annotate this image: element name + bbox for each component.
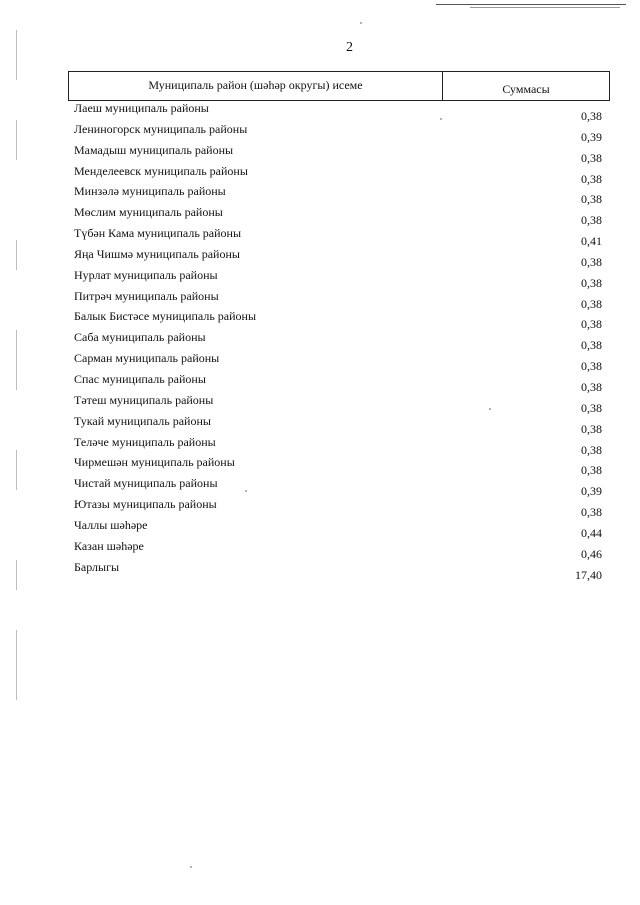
row-sum: 0,38 — [581, 317, 602, 332]
table-row — [74, 475, 602, 499]
row-sum: 0,41 — [581, 234, 602, 249]
row-sum: 0,38 — [581, 421, 602, 436]
table-row — [74, 163, 602, 184]
scan-artifact-margin — [16, 450, 17, 490]
row-sum: 0,38 — [581, 400, 602, 415]
scan-artifact-margin — [16, 630, 17, 700]
row-name: Түбән Кама муниципаль районы — [74, 226, 242, 241]
row-sum: 17,40 — [575, 567, 602, 582]
row-sum: 0,39 — [581, 129, 602, 144]
row-sum: 0,38 — [581, 150, 602, 165]
row-sum: 0,38 — [581, 442, 602, 457]
table-row — [74, 538, 602, 559]
scan-artifact-margin — [16, 560, 17, 590]
row-sum: 0,38 — [581, 505, 602, 520]
row-name: Балык Бистәсе муниципаль районы — [74, 309, 257, 324]
row-name: Саба муниципаль районы — [74, 330, 206, 345]
row-name: Ютазы муниципаль районы — [74, 497, 217, 512]
row-sum: 0,38 — [581, 463, 602, 478]
row-name: Минзәлә муниципаль районы — [74, 184, 226, 199]
row-sum: 0,38 — [581, 296, 602, 311]
row-name: Мөслим муниципаль районы — [74, 205, 223, 220]
table-row — [74, 204, 602, 228]
row-name: Мамадыш муниципаль районы — [74, 142, 234, 157]
row-sum: 0,44 — [581, 525, 602, 540]
table-header — [68, 71, 610, 101]
table-row — [74, 434, 602, 455]
scan-artifact-margin — [16, 240, 17, 270]
row-name: Менделеевск муниципаль районы — [74, 163, 248, 178]
row-name: Тукай муниципаль районы — [74, 413, 211, 428]
table-row — [74, 308, 602, 332]
page-number: 2 — [346, 40, 353, 55]
table-row — [74, 288, 602, 309]
scan-artifact-line — [436, 4, 626, 5]
scan-speck — [190, 866, 192, 868]
table-row — [74, 121, 602, 142]
table-body — [74, 100, 602, 582]
row-name: Яңа Чишмә муниципаль районы — [74, 246, 240, 261]
row-name: Нурлат муниципаль районы — [74, 267, 218, 282]
header-sum-column: Суммасы — [502, 81, 550, 96]
table-row — [74, 183, 602, 207]
row-name: Спас муниципаль районы — [74, 371, 206, 386]
row-name: Питрәч муниципаль районы — [74, 288, 219, 303]
table-row — [74, 100, 602, 121]
row-name: Чаллы шәһәре — [74, 517, 148, 532]
table-row — [74, 225, 602, 249]
header-name-column: Муниципаль район (шәһәр округы) исеме — [69, 72, 443, 100]
row-sum: 0,38 — [581, 338, 602, 353]
row-sum: 0,46 — [581, 546, 602, 561]
row-name: Сарман муниципаль районы — [74, 351, 220, 366]
row-sum: 0,38 — [581, 213, 602, 228]
scan-artifact-margin — [16, 120, 17, 160]
table-row — [74, 454, 602, 478]
row-name: Лаеш муниципаль районы — [74, 101, 209, 115]
scan-artifact-margin — [16, 30, 17, 80]
row-name: Теләче муниципаль районы — [74, 434, 216, 449]
row-sum: 0,38 — [581, 171, 602, 186]
table-row — [74, 517, 602, 538]
table-row — [74, 371, 602, 392]
row-name: Чирмешән муниципаль районы — [74, 455, 235, 470]
row-sum: 0,38 — [581, 192, 602, 207]
table-row — [74, 496, 602, 520]
row-sum: 0,38 — [581, 359, 602, 374]
total-row — [74, 559, 602, 580]
row-name: Чистай муниципаль районы — [74, 476, 218, 491]
row-name: Лениногорск муниципаль районы — [74, 121, 248, 136]
table-row — [74, 350, 602, 374]
row-sum: 0,38 — [581, 275, 602, 290]
row-sum: 0,39 — [581, 484, 602, 499]
row-name: Казан шәһәре — [74, 538, 144, 553]
row-name: Барлыгы — [74, 559, 120, 574]
table-row — [74, 142, 602, 163]
table-row — [74, 413, 602, 434]
scan-speck — [360, 22, 362, 24]
table-row — [74, 329, 602, 353]
row-name: Тәтеш муниципаль районы — [74, 392, 214, 407]
table-row — [74, 392, 602, 413]
row-sum: 0,38 — [581, 379, 602, 394]
scan-artifact-line — [470, 7, 620, 8]
scan-artifact-margin — [16, 330, 17, 390]
table-row — [74, 267, 602, 288]
table-row — [74, 246, 602, 267]
row-sum: 0,38 — [581, 109, 602, 123]
row-sum: 0,38 — [581, 254, 602, 269]
